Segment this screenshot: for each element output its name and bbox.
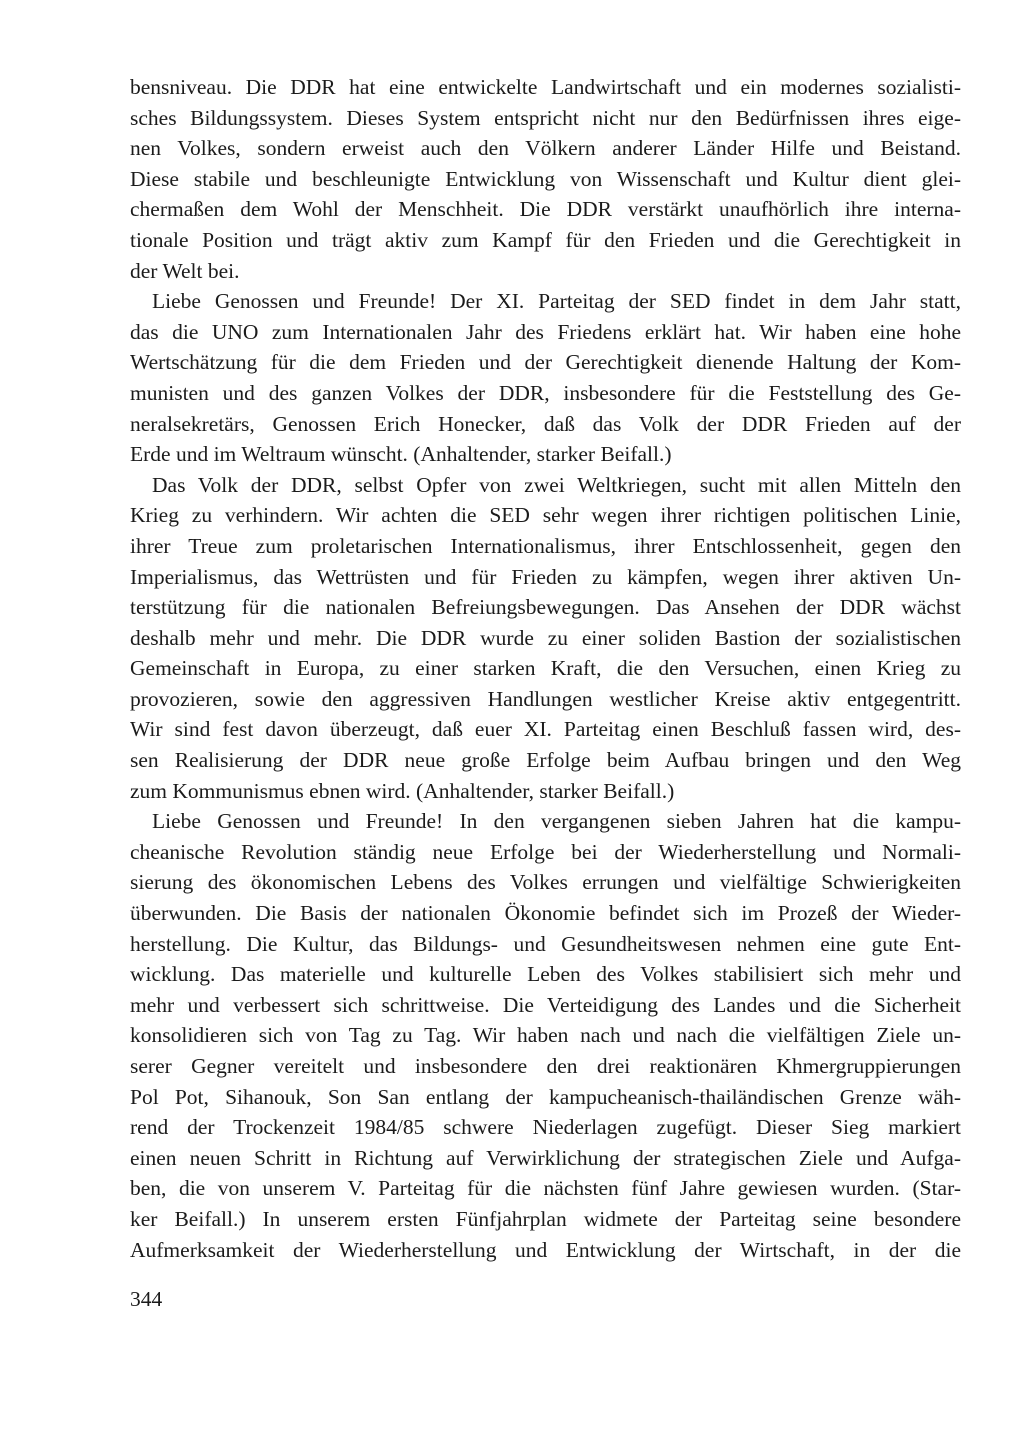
text-line: Pol Pot, Sihanouk, Son San entlang der kampucheanisch-thailändischen Grenze wäh- — [130, 1084, 961, 1109]
text-line: tionale Position und trägt aktiv zum Kampf für den Frieden und die Gerechtigkeit in — [130, 227, 961, 252]
text-line: ben, die von unserem V. Parteitag für die nächsten fünf Jahre gewiesen wurden. (Star- — [130, 1176, 961, 1201]
text-line: deshalb mehr und mehr. Die DDR wurde zu einer soliden Bastion der sozialistischen — [130, 625, 961, 650]
text-line: Liebe Genossen und Freunde! In den vergangenen sieben Jahren hat die kampu- — [152, 809, 961, 834]
text-line: bensniveau. Die DDR hat eine entwickelte Landwirtschaft und ein modernes sozialisti- — [130, 75, 961, 99]
text-line: chermaßen dem Wohl der Menschheit. Die DDR verstärkt unaufhörlich ihre interna- — [130, 197, 961, 222]
text-line: Wertschätzung für die dem Frieden und der Gerechtigkeit dienende Haltung der Kom- — [130, 350, 961, 375]
text-line: nen Volkes, sondern erweist auch den Völkern anderer Länder Hilfe und Beistand. — [130, 136, 961, 161]
page-body-text — [130, 72, 961, 1265]
text-line: terstützung für die nationalen Befreiungsbewegungen. Das Ansehen der DDR wächst — [130, 595, 961, 620]
text-line: Aufmerksamkeit der Wiederherstellung und Entwicklung der Wirtschaft, in der die — [130, 1237, 961, 1262]
text-line: Erde und im Weltraum wünscht. (Anhaltender, starker Beifall.) — [130, 442, 672, 467]
text-line: provozieren, sowie den aggressiven Handlungen westlicher Kreise aktiv entgegentritt. — [130, 686, 961, 711]
text-line: cheanische Revolution ständig neue Erfolge bei der Wiederherstellung und Normali- — [130, 839, 961, 864]
text-line: konsolidieren sich von Tag zu Tag. Wir haben nach und nach die vielfältigen Ziele un- — [130, 1023, 961, 1048]
text-line: das die UNO zum Internationalen Jahr des Friedens erklärt hat. Wir haben eine hohe — [130, 319, 961, 344]
text-line: ihrer Treue zum proletarischen Internationalismus, ihrer Entschlossenheit, gegen den — [130, 533, 961, 558]
text-line: Diese stabile und beschleunigte Entwicklung von Wissenschaft und Kultur dient glei- — [130, 166, 961, 191]
text-line: überwunden. Die Basis der nationalen Ökonomie befindet sich im Prozeß der Wieder- — [130, 901, 961, 926]
text-line: sierung des ökonomischen Lebens des Volkes errungen und vielfältige Schwierigkeiten — [130, 870, 961, 895]
text-line: Imperialismus, das Wettrüsten und für Frieden zu kämpfen, wegen ihrer aktiven Un- — [130, 564, 961, 589]
text-line: serer Gegner vereitelt und insbesondere den drei reaktionären Khmergruppierungen — [130, 1054, 961, 1078]
text-line: der Welt bei. — [130, 258, 240, 283]
text-line: munisten und des ganzen Volkes der DDR, insbesondere für die Feststellung des Ge- — [130, 380, 961, 405]
text-line: sches Bildungssystem. Dieses System entspricht nicht nur den Bedürfnissen ihres eige- — [130, 105, 961, 130]
text-line: sen Realisierung der DDR neue große Erfolge beim Aufbau bringen und den Weg — [130, 748, 961, 773]
page-number: 344 — [130, 1287, 163, 1311]
text-line: zum Kommunismus ebnen wird. (Anhaltender, starker Beifall.) — [130, 778, 675, 803]
text-line: Gemeinschaft in Europa, zu einer starken Kraft, die den Versuchen, einen Krieg zu — [130, 656, 961, 681]
text-line: Das Volk der DDR, selbst Opfer von zwei Weltkriegen, sucht mit allen Mitteln den — [152, 472, 961, 497]
text-line: rend der Trockenzeit 1984/85 schwere Niederlagen zugefügt. Dieser Sieg markiert — [130, 1115, 961, 1140]
text-line: Wir sind fest davon überzeugt, daß euer XI. Parteitag einen Beschluß fassen wird, des- — [130, 717, 961, 742]
text-line: mehr und verbessert sich schrittweise. Die Verteidigung des Landes und die Sicherheit — [130, 992, 961, 1017]
text-line: neralsekretärs, Genossen Erich Honecker, daß das Volk der DDR Frieden auf der — [130, 411, 961, 436]
text-line: wicklung. Das materielle und kulturelle Leben des Volkes stabilisiert sich mehr und — [130, 962, 961, 987]
text-line: Krieg zu verhindern. Wir achten die SED sehr wegen ihrer richtigen politischen Linie, — [130, 503, 961, 528]
text-line: Liebe Genossen und Freunde! Der XI. Parteitag der SED findet in dem Jahr statt, — [152, 289, 961, 314]
text-line: ker Beifall.) In unserem ersten Fünfjahrplan widmete der Parteitag seine besondere — [130, 1206, 961, 1231]
text-line: herstellung. Die Kultur, das Bildungs- und Gesundheitswesen nehmen eine gute Ent- — [130, 931, 961, 956]
text-line: einen neuen Schritt in Richtung auf Verwirklichung der strategischen Ziele und Aufga- — [130, 1145, 961, 1170]
